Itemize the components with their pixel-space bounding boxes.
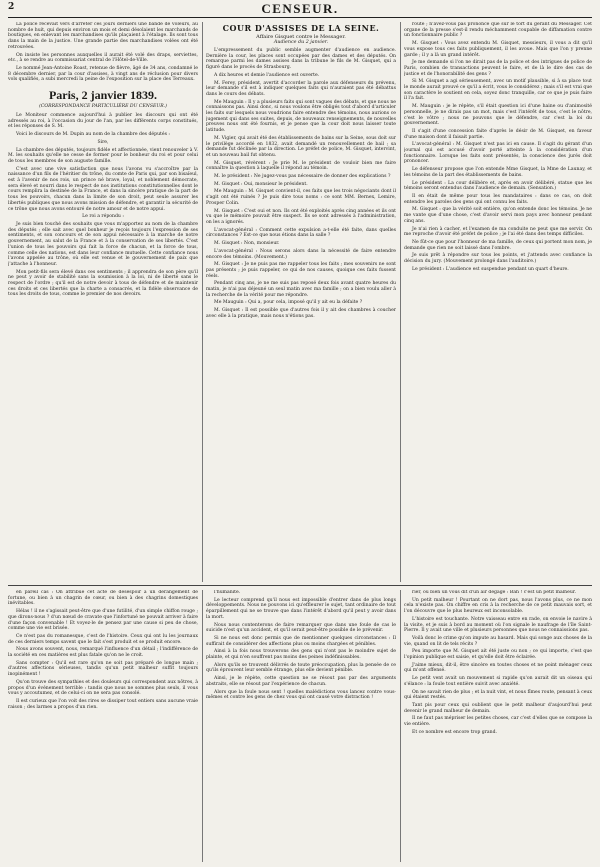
article-paragraph: Je me demande si l'on ne dirait pas de la police et des intrigues de police de Paris, combien de transactions peuvent le faire, et de là le dire des cas de justice et de l'honorabilité des gens ? [404,60,592,77]
dateline-subhead: (CORRESPONDANCE PARTICULIÈRE DU CENSEUR.) [39,104,167,110]
article-paragraph: Il s'agit d'une concession faite d'après le désir de M. Gisquet, en faveur d'une maison dont il faisait partie. [404,128,592,140]
article-paragraph: Alors qu'ils se trouvent délivrés de toute préoccupation, plus la pensée de ce qu'ils éprouvent leur semble étrange, plus elle devient pénible. [206,662,396,674]
article-paragraph: Le roi a répondu : [82,214,124,220]
article-paragraph: L'histoire est touchante. Notre vaisseau entre en rade, on envoie le navire à la visite, et je suis à bord au moment où l'on signale le naufrage de l'île Saint-Pierre. Il y avait une ville et plusieurs personnes que nous ne connaissions pas. [404,616,592,634]
court-title: COUR D'ASSISES DE LA SEINE. [222,23,380,33]
article-paragraph: Sans compter : Qu'il est rare qu'on ne soit pas préparé de longue main ; d'autres affections sérieuses, tandis qu'un petit malheur suffit toujours inopinément ! [8,660,198,678]
page-header [8,2,592,18]
column-3-paragraphs [404,22,592,272]
article-paragraph: M. Gisquet : que la vérité soit entière, qu'on entende donc les témoins. Je ne me vante que d'une chose, c'est d'avoir servi mon pays avec honneur pendant cinq ans. [404,207,592,224]
article-paragraph: Il est curieux que l'on voit des rires se dissiper tout entiers sans aucune vraie raison ; des larmes a propos d'un rien. [8,698,198,710]
article-paragraph: L'empressement du public semble augmenter d'audience en audience. Dernière la cour, les places sont occupées par des dames et des députés. On remarque parmi les dames assises dans la tribune le fils de M. Gisquet, qui a figuré dans le procès de Strasbourg. [206,48,396,71]
article-paragraph: M. Gisquet : Vous avez entendu M. Gisquet, messieurs, il vous a dit qu'il vous expose tous ces faits publiquement, il les avoue. Mais que l'on y prenne garde ; il y a là un grand intérêt. [404,41,592,58]
article-paragraph: Pendant cinq ans, je ne me suis pas reposé deux fois avant quatre heures du matin, je n'ai pas déjeuné un seul matin avec ma famille ; on a bien voulu aller à la recherche de la vérité pour me répondre. [206,281,396,298]
article-paragraph: M. le président : Ne jugez-vous pas nécessaire de donner des explications ? [214,174,391,180]
article-paragraph: rier, ou bien un vous dit d'un air dégagé : Bah ! c'est un petit malheur. [412,590,576,595]
article-paragraph: L'avocat-général : Nous serons alors dans la nécessité de faire entendre encore des témoins. (Mouvement.) [206,248,396,260]
dateline: Paris, 2 janvier 1839. [48,88,158,103]
article-paragraph: Le petit vent avait un mouvement si rapide qu'on aurait dit un oiseau qui s'élance : la foule tout entière suivit avec anxiété. [404,676,592,687]
column-divider [400,22,401,582]
column-divider [400,590,401,862]
article-paragraph: La police recevait vers d'arrêter ces jours derniers une bande de voleurs, au nombre de huit, qui depuis environ un mois et demi désolaient les marchands de boutiques, en enlevant les marchandises qu'ils plaçaient à l'étalage. Ils sont tous dans la main de la justice. Une grande partie des marchandises volées ont été retrouvées. [8,22,198,50]
column-divider [202,22,203,582]
article-paragraph: Le Moniteur commence aujourd'hui à publier les discours qui ont été adressés au roi, à l'occasion du jour de l'an, par les différents corps constitués, et les réponses de S. M. [8,113,198,130]
header-rule [8,17,592,18]
article-paragraph: Tant pis pour ceux qui oublient que le petit malheur d'aujourd'hui peut devenir le grand malheur de demain. [404,702,592,714]
article-paragraph: Il en était de même pour tous les mandataires : dans ce cas, on doit entendre les paroles des gens qui ont connu les faits. [404,193,592,205]
article-paragraph: M. Gisquet : C'est oui et non. Ils ont été exploités après cinq années et ils ont vu que le mémoire pouvait être suspect. Ils se sont adressés à l'administration, on les a ignorés. [206,208,396,225]
article-paragraph: Le défenseur propose que l'on entende Mme Gisquet, la Mme de Launay, et les témoins de la part des établissements de bains. [404,167,592,178]
article-paragraph: Le lecteur comprend qu'il nous est impossible d'entrer dans de plus longs développements. Nous ne pouvons ici qu'effleurer le sujet, tant ordinaire de tout éparpillement qui ne se trouve que dans l'intérêt d'abord qu'il peut y avoir dans la mort. [206,597,396,620]
article-paragraph: A dix heures et demie l'audience est ouverte. [214,72,320,78]
page-number: 2 [8,2,15,12]
article-paragraph: C'est avec une vive satisfaction que nous l'avons vu s'accroître par la naissance d'un fils de l'héritier du trône, du comte de Paris qui, par son bisaïeul, est à l'avenir de nos rois, un prince né brave, loyal, et noblement démocrate, sera élevé et nourri dans le respect de nos institutions constitutionnelles dont le cours remplira la destinée de la France, et dans la sincère pratique de la part de tous les pouvoirs, chacun dans la limite de son droit, peut seule assurer les libertés publiques que nous avons mission de défendre, et garantir la sécurité de ce trône que nous avons entouré de notre amour et de notre appui. [8,166,198,212]
article-paragraph: route ; n'avez-vous pas prononcé que sur le tort du gérant du Messager. Cet organe de la presse s'est-il rendu méchamment coupable de diffamation contre un fonctionnaire public ? [404,22,592,39]
article-paragraph: M. Gisquet : Je ne puis pas me rappeler tous les faits ; mes souvenirs ne sont pas présents ; je puis rappeler, ce qui de nos causes, quoique ces faits fussent réels. [206,262,396,279]
article-paragraph: M. Gisquet : Il est possible que d'autres fois il y ait des chambres à coucher avec elle à la pratique, mais nous n'étions pas. [206,308,396,319]
article-paragraph: Le nommé Jean-Antoine Roast, retenue de fièvre, âgé de 34 ans, condamné le 8 décembre dernier, par la cour d'assises, à vingt ans de réclusion pour divers vols qualifiés, a subi mercredi la peine de l'exposition sur la place des Terreaux. [8,65,198,83]
article-paragraph: Il ne faut pas mépriser les petites choses, car c'est d'elles que se compose la vie entière. [404,716,592,728]
article-paragraph: Je suis prêt à répondre sur tous les points, et j'attends avec confiance la décision du jury. (Mouvement prolongé dans l'auditoire.) [404,253,592,265]
article-paragraph: Alors que la foule nous sent ! quelles malédictions vous lancez contre vous-mêmes et contre les gens de chez vous qui ont causé votre distraction ! [206,689,396,701]
column-divider [202,590,203,862]
bottom-column-1 [8,590,198,862]
article-paragraph: Me Mauguin : Il y a plusieurs faits qui sont vagues des débats, et que nous ne connaissons pas. Ainsi donc, si nous voulons être obligés tout d'abord d'articuler les faits sur lesquels nous voudrions faire entendre des témoins, nous aurions ce jugement qui dans ses suites, depuis, de nouveaux renseignements, de nouvelles preuves nous ont été fournis, et je pense que la cour doit nous laisser toute latitude. [206,99,396,134]
article-paragraph: J'aime mieux, dit-il, être sincère en toutes choses et ne point ménager ceux qui m'ont offensé. [404,662,592,674]
court-paragraphs [206,48,396,320]
article-paragraph: Sire, [97,139,109,145]
article-paragraph: Le président : La cour délibère et, après en avoir délibéré, statue que les témoins seront entendus dans l'audience de demain. (Sensation.) [404,180,592,192]
article-paragraph: Me Mauguin : Qui a, pour cela, imposé qu'il y ait eu la défaite ? [214,300,363,306]
article-paragraph: Me Mauguin : M. Gisquet convient-il, ces faits que les trois négociants dont il s'agit ont été ruinés ? Je puis dire tous noms : ce sont MM. Bernex, Lemire, Prosper Colin. [206,189,396,206]
column-2 [206,22,396,582]
article-paragraph: On ne savait rien de plus ; et la nuit vint, et nous fîmes route, pensant à ceux qui étaient restés. [404,689,592,701]
court-date: Audience du 2 janvier. [273,40,329,45]
article-paragraph: Ce n'est pas du romanesque, c'est de l'histoire. Ceux qui ont lu les journaux de ces derniers temps savent que le fait s'est produit et se produit encore. [8,633,198,645]
article-paragraph: Je suis bien touché des souhaits que vous m'apportez au nom de la chambre des députés ; elle sait avec quel bonheur je reçois toujours l'expression de ses sentiments, et son concours et de son appui nécessaire à la marche de notre gouvernement, au salut de la France et à la conservation de ses libertés. C'est l'union de tous les pouvoirs qui fait la force de chacun, et la force de tous, comme celle des nations, est dans leur confiance mutuelle. Cette confiance nous l'avons appelée au trône, où elle est venue et le gouvernement de paix que j'attache à l'honneur. [8,221,198,267]
article-paragraph: M. Ferey, président, avertit d'accorder la parole aux défenseurs du prévenu, leur demande s'il est à indiquer quelques faits qui n'auraient pas été débattus dans le cours des débats. [206,80,396,97]
bottom-3-paragraphs [404,590,592,735]
court-subtitle: Affaire Gisquet contre le Messager. [256,34,346,40]
article-paragraph: Hélas ! il ne s'agissait peut-être que d'une futilité, d'un simple chiffon rouge ; que dirons-nous ? d'un nœud de cravate que l'infortuné ne pouvait arriver à faire d'une façon convenable ! Et voyez-le de pensez par une cause si peu de chose, comme une vie est brisée. [8,609,198,632]
article-paragraph: Ainsi à la fois nous trouverons des gens qui n'ont pas le moindre sujet de plainte, et qui n'en souffrent pas moins des peines indéfinissables. [206,649,396,661]
article-paragraph: Et ce nombre est encore trop grand. [412,729,498,735]
article-paragraph: Un petit malheur ! Pourtant on ne dort pas, nous l'avons plus, ce ne mon cela n'existe pas. On chiffre en cris à la recherche de ce petit mauvais sort, et l'on découvre que le plus heureux est inconsolable. [404,597,592,615]
column-1 [8,22,198,582]
article-paragraph: Nous nous contenterons de faire remarquer que dans une foule de cas le suicide n'est qu'un accident, et qu'il serait peut-être possible de le prévenir. [206,622,396,634]
article-paragraph: M. Gisquet : Oui, monsieur le président. [214,181,308,187]
article-paragraph: L'avocat-général : Comment cette expulsion a-t-elle été faite, dans quelles circonstances ? Est-ce que nous étions dans la salle ? [206,227,396,239]
article-paragraph: Voici le discours de M. Dupin au nom de la chambre des députés : [16,132,170,138]
article-paragraph: On insiste les personnes auxquelles il aurait été volé des draps, serviettes, etc., à se rendre au commissariat central de l'Hôtel-de-Ville. [8,52,198,64]
article-paragraph: Si M. Gisquet a agi sérieusement, avec un motif plausible, si à sa place tout le monde aurait prouvé ce qu'il a écrit, vous le considérez ; mais s'il est vrai que son caractère le soutient en cela, soyez donc tranquille, car ce que je puis faire il l'a fait. [404,79,592,102]
article-paragraph: M. Vigier, qui avait été des établissements de bains sur la Seine, sous doit sur le privilège accordé en 1832, avait demandé un renouvellement de bail ; sa demande fut déclinée par la direction. Le préfet de police, M. Gisquet, intervint, et un nouveau bail fut obtenu. [206,135,396,158]
article-paragraph: La chambre des députés, toujours fidèle et affectionnée, vient renouveler à V. M. les souhaits qu'elle ne cesse de former pour le bonheur du roi et pour celui de tous les membres de son auguste famille. [8,147,198,164]
article-paragraph: en pareil cas : On attribue cet acte de désespoir à un dérangement de fortune, ou bien à un chagrin de cœur, ou bien à des chagrins domestiques inévitables. [8,590,198,607]
article-paragraph: Le président : L'audience est suspendue pendant un quart d'heure. [412,266,569,272]
article-paragraph: Si ne nous est donc permis que de mentionner quelques circonstances : Il suffirait de considérer des affections plus ou moins chargées et pénibles. [206,635,396,647]
article-paragraph: Je n'ai rien à cacher, et l'examen de ma conduite ne peut que me servir. On me reproche d'avoir été préfet de police ; je l'ai été dans des temps difficiles. [404,226,592,238]
bottom-2-paragraphs [206,590,396,701]
section-divider [8,585,592,586]
article-paragraph: Mon petit-fils sera élevé dans ces sentiments ; il apprendra de son père qu'il ne peut y avoir de stabilité sans la soumission à la loi, ni de liberté sans le respect de l'ordre ; qu'il est de notre devoir à tous de défendre et de maintenir ces droits et ces libertés que la charte a consacrés, et la fidèle observance de tous les droits de tous, comme le premier de nos devoirs. [8,269,198,298]
bottom-column-3 [404,590,592,862]
article-paragraph: l'humanité. [214,590,241,595]
article-paragraph: M. Mauguin : je le répète, s'il était question ici d'une haine ou d'animosité personnelle, je ne dirais pas un mot, mais c'est l'intérêt de tous, c'est le nôtre, c'est le vôtre ; nous ne pouvons que le défendre, car c'est la loi du gouvernement. [404,104,592,127]
article-paragraph: Nous avons souvent, nous, remarqué l'influence d'un détail ; l'indifférence de la société en ces matières est plus fatale qu'on ne le croit. [8,647,198,659]
article-paragraph: M. Gisquet : Non, monsieur. [214,241,280,247]
article-paragraph: Peu importe que M. Gisquet ait été juste ou non ; ce qui importe, c'est que l'opinion publique est saisie, et qu'elle doit être éclairée. [404,649,592,661]
column-3 [404,22,592,582]
article-paragraph: Voilà donc le crime qu'on impute au hasard. Mais qui songe aux choses de la vie, quand on lit de tels récits ? [404,635,592,647]
article-paragraph: M. Gisquet, révèrent : Je prie M. le président de vouloir bien me faire connaître la question à laquelle il répond au témoin. [206,160,396,172]
bottom-1-paragraphs [8,590,198,710]
masthead: CENSEUR. [261,1,339,16]
bottom-column-2 [206,590,396,862]
article-paragraph: Ne fût-ce que pour l'honneur de ma famille, de ceux qui portent mon nom, je demande que rien ne soit laissé dans l'ombre. [404,239,592,251]
article-paragraph: L'avocat-général : M. Gisquet n'est pas ici en cause. Il s'agit du gérant d'un journal qui est accusé d'avoir porté atteinte à la considération d'un fonctionnaire. Lorsque les faits sont présentés, la conscience des jurés doit prononcer. [404,142,592,165]
article-paragraph: Qu'on trouve des sympathies et des douleurs qui correspondent aux nôtres, à propos d'un événement terrible : tandis que nous ne sommes plus seuls, il vous vous y accoutumez, et de celui-ci on ne sera pas consolé. [8,679,198,697]
article-paragraph: Ainsi, je le répète, cette question ne se résout pas par des arguments abstraits, elle se résout par l'expérience de chacun. [206,676,396,687]
